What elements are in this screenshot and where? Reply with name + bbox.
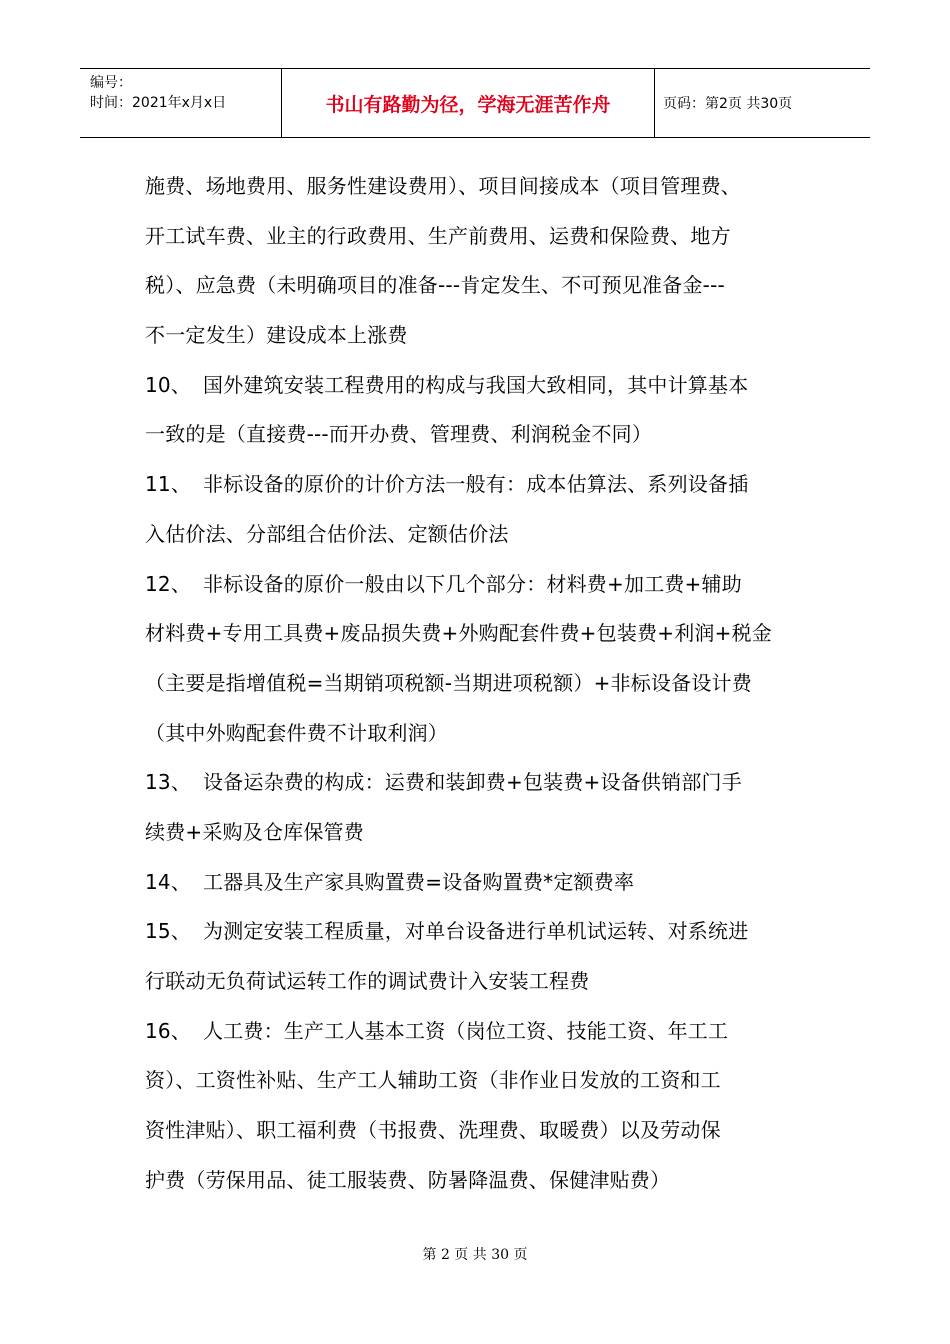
line-text: 设备运杂费的构成：运费和装卸费+包装费+设备供销部门手: [203, 770, 742, 795]
line-text: 非标设备的原价的计价方法一般有：成本估算法、系列设备插: [203, 472, 749, 497]
line-text: 材料费+专用工具费+废品损失费+外购配套件费+包装费+利润+税金: [145, 621, 772, 646]
text-line: [145, 1056, 825, 1106]
item-number: 16、: [145, 1018, 192, 1043]
text-line: [145, 510, 825, 560]
text-line: [145, 1106, 825, 1156]
text-line: [145, 957, 825, 1007]
text-line: [145, 609, 825, 659]
text-line: [145, 162, 825, 212]
item-number: 11、: [145, 472, 192, 497]
line-text: 工器具及生产家具购置费=设备购置费*定额费率: [203, 869, 635, 894]
text-line: [145, 361, 825, 411]
text-line: [145, 858, 825, 908]
text-line: [145, 311, 825, 361]
text-line: [145, 212, 825, 262]
text-line: [145, 460, 825, 510]
document-body: [145, 162, 825, 1205]
line-text: 入估价法、分部组合估价法、定额估价法: [145, 521, 509, 546]
line-text: 为测定安装工程质量，对单台设备进行单机试运转、对系统进: [203, 919, 749, 944]
line-text: 护费（劳保用品、徒工服装费、防暑降温费、保健津贴费）: [145, 1167, 671, 1192]
line-text: 非标设备的原价一般由以下几个部分：材料费+加工费+辅助: [203, 571, 742, 596]
line-text: 开工试车费、业主的行政费用、生产前费用、运费和保险费、地方: [145, 223, 731, 248]
header-divider: [654, 69, 655, 137]
item-number: 12、: [145, 571, 192, 596]
text-line: [145, 808, 825, 858]
text-line: [145, 560, 825, 610]
date-label: 时间：2021年x月x日: [90, 95, 227, 111]
item-number: 14、: [145, 869, 192, 894]
text-line: [145, 907, 825, 957]
text-line: [145, 261, 825, 311]
header-motto: 书山有路勤为径，学海无涯苦作舟: [325, 93, 611, 116]
line-text: 一致的是（直接费---而开办费、管理费、利润税金不同）: [145, 422, 653, 447]
item-number: 10、: [145, 372, 192, 397]
line-text: 人工费：生产工人基本工资（岗位工资、技能工资、年工工: [203, 1018, 729, 1043]
line-text: 资）、工资性补贴、生产工人辅助工资（非作业日发放的工资和工: [145, 1068, 721, 1093]
line-text: 行联动无负荷试运转工作的调试费计入安装工程费: [145, 969, 590, 993]
page-footer: 第 2 页 共 30 页: [422, 1247, 528, 1263]
text-line: [145, 659, 825, 709]
item-number: 15、: [145, 919, 192, 944]
text-line: [145, 758, 825, 808]
line-text: 税）、应急费（未明确项目的准备---肯定发生、不可预见准备金---: [145, 273, 725, 298]
text-line: [145, 709, 825, 759]
number-label: 编号：: [90, 75, 132, 91]
line-text: （主要是指增值税=当期销项税额-当期进项税额）+非标设备设计费: [145, 670, 752, 695]
page-header: [80, 68, 870, 138]
text-line: [145, 410, 825, 460]
header-meta: [90, 73, 226, 113]
line-text: 资性津贴）、职工福利费（书报费、洗理费、取暖费）以及劳动保: [145, 1118, 721, 1143]
line-text: 国外建筑安装工程费用的构成与我国大致相同，其中计算基本: [203, 372, 749, 397]
line-text: （其中外购配套件费不计取利润）: [145, 720, 448, 745]
line-text: 不一定发生）建设成本上涨费: [145, 323, 408, 348]
line-text: 续费+采购及仓库保管费: [145, 819, 364, 844]
header-page-info: 页码：第2页 共30页: [663, 96, 793, 112]
line-text: 施费、场地费用、服务性建设费用）、项目间接成本（项目管理费、: [145, 174, 741, 198]
text-line: [145, 1007, 825, 1057]
item-number: 13、: [145, 770, 192, 795]
text-line: [145, 1156, 825, 1206]
